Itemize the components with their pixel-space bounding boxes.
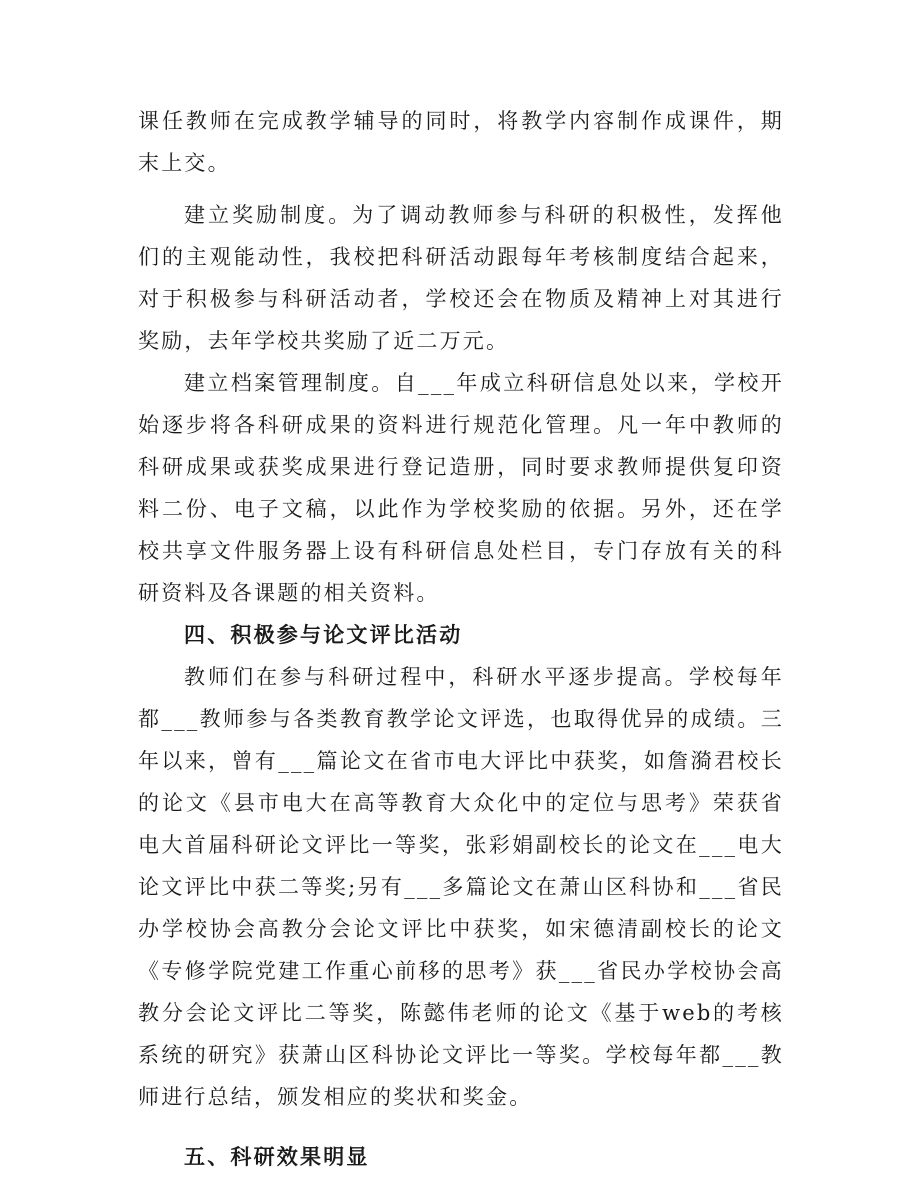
paragraph-courseware: 课任教师在完成教学辅导的同时，将教学内容制作成课件，期末上交。 [138,109,784,175]
document-body [138,100,784,1178]
paragraph-reward-system: 建立奖励制度。为了调动教师参与科研的积极性，发挥他们的主观能动性，我校把科研活动跟每年考核制度结合起来，对于积极参与科研活动者，学校还会在物质及精神上对其进行奖励，去年学校共奖励了近二万元。 [138,203,784,353]
section-heading-5: 五、科研效果明显 [184,1144,370,1169]
spacer [138,184,784,194]
section-heading-4: 四、积极参与论文评比活动 [184,622,463,647]
paragraph-archive-management: 建立档案管理制度。自___年成立科研信息处以来，学校开始逐步将各科研成果的资料进行规范化管理。凡一年中教师的科研成果或获奖成果进行登记造册，同时要求教师提供复印资料二份、电子文稿，以此作为学校奖励的依据。另外，还在学校共享文件服务器上设有科研信息处栏目，专门存放有关的科研资料及各课题的相关资料。 [138,371,784,605]
paragraph-paper-competition: 教师们在参与科研过程中，科研水平逐步提高。学校每年都___教师参与各类教育教学论文评选，也取得优异的成绩。三年以来，曾有___篇论文在省市电大评比中获奖，如詹漪君校长的论文《县市电大在高等教育大众化中的定位与思考》荣获省电大首届科研论文评比一等奖，张彩娟副校长的论文在___电大论文评比中获二等奖;另有___多篇论文在萧山区科协和___省民办学校协会高教分会论文评比中获奖，如宋德清副校长的论文《专修学院党建工作重心前移的思考》获___省民办学校协会高教分会论文评比二等奖，陈懿伟老师的论文《基于web的考核系统的研究》获萧山区科协论文评比一等奖。学校每年都___教师进行总结，颁发相应的奖状和奖金。 [138,665,784,1109]
spacer [138,1118,784,1136]
